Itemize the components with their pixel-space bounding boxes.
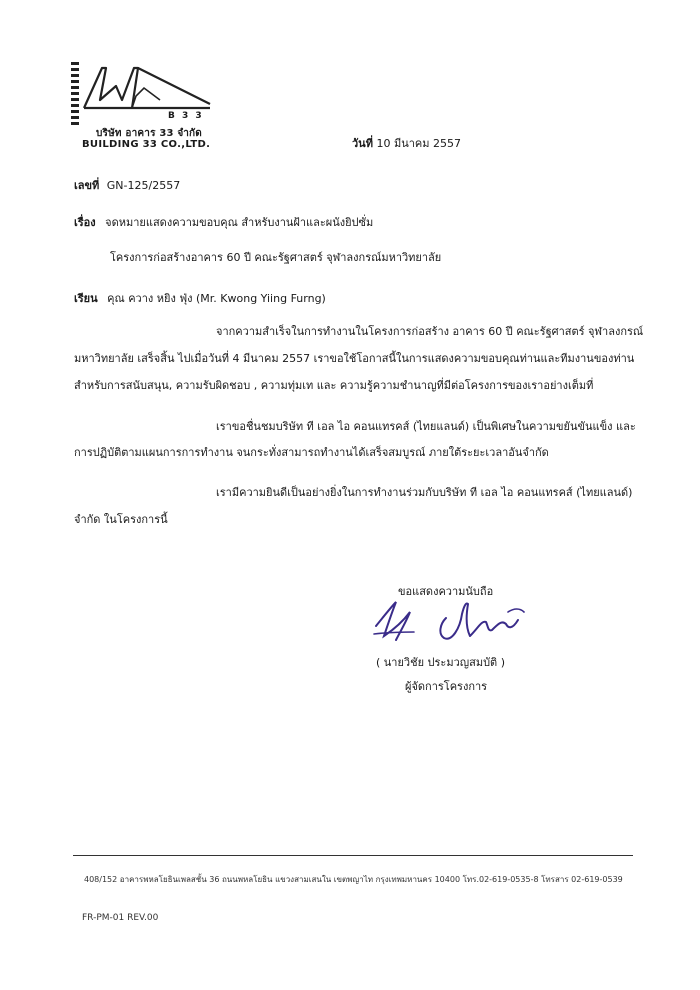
body-p1-line2: มหาวิทยาลัย เสร็จสิ้น ไปเมื่อวันที่ 4 มีนาคม 2557 เราขอใช้โอกาสนี้ในการแสดงความขอบคุณท่านและทีมงานของท่าน	[74, 352, 635, 365]
footer-address: 408/152 อาคารพหลโยธินเพลสชั้น 36 ถนนพหลโยธิน แขวงสามเสนใน เขตพญาไท กรุงเทพมหานคร 10400 โทร.02-619-0535-8 โทรสาร 02-619-0539	[84, 875, 623, 884]
date-label: วันที่	[352, 137, 373, 150]
date-value: 10 มีนาคม 2557	[376, 137, 461, 150]
body-p1-line1: จากความสำเร็จในการทำงานในโครงการก่อสร้าง อาคาร 60 ปี คณะรัฐศาสตร์ จุฬาลงกรณ์	[216, 325, 644, 338]
closing-regards: ขอแสดงความนับถือ	[398, 585, 494, 598]
recipient-value: คุณ ควาง หยิง ฟุ่ง (Mr. Kwong Yiing Furng)	[107, 292, 326, 305]
body-p2-line1: เราขอชื่นชมบริษัท ที เอล ไอ คอนแทรคส์ (ไทยแลนด์) เป็นพิเศษในความขยันขันแข็ง และ	[216, 420, 636, 433]
handwritten-signature	[370, 598, 540, 646]
footer-divider	[73, 855, 633, 856]
signatory-title: ผู้จัดการโครงการ	[405, 680, 488, 693]
body-p1-line3: สำหรับการสนับสนุน, ความรับผิดชอบ , ความทุ่มเท และ ความรู้ความชำนาญที่มีต่อโครงการของเราอย่างเต็มที่	[74, 379, 594, 392]
subject-label: เรื่อง	[74, 216, 96, 229]
logo-b33-text: B 3 3	[168, 111, 204, 121]
company-name-thai: บริษัท อาคาร 33 จำกัด	[96, 128, 202, 139]
recipient-label: เรียน	[74, 292, 98, 305]
recipient-line	[74, 292, 326, 306]
signatory-name: ( นายวิชัย ประมวญสมบัติ )	[376, 656, 505, 669]
subject-line-2: โครงการก่อสร้างอาคาร 60 ปี คณะรัฐศาสตร์ จุฬาลงกรณ์มหาวิทยาลัย	[110, 251, 442, 264]
body-p2-line2: การปฏิบัติตามแผนการการทำงาน จนกระทั่งสามารถทำงานได้เสร็จสมบูรณ์ ภายใต้ระยะเวลาอันจำกัด	[74, 446, 549, 459]
date-line	[352, 137, 461, 151]
reference-label: เลขที่	[74, 179, 100, 192]
reference-line	[74, 179, 180, 193]
body-p3-line2: จำกัด ในโครงการนี้	[74, 513, 168, 526]
form-code: FR-PM-01 REV.00	[82, 913, 159, 923]
subject-line	[74, 216, 373, 230]
subject-line-1: จดหมายแสดงความขอบคุณ สำหรับงานฝ้าและผนังยิปซั่ม	[105, 216, 374, 229]
body-p3-line1: เรามีความยินดีเป็นอย่างยิ่งในการทำงานร่วมกับบริษัท ที เอล ไอ คอนแทรคส์ (ไทยแลนด์)	[216, 486, 633, 499]
reference-value: GN-125/2557	[106, 179, 181, 192]
company-name-english: BUILDING 33 CO.,LTD.	[82, 139, 211, 150]
